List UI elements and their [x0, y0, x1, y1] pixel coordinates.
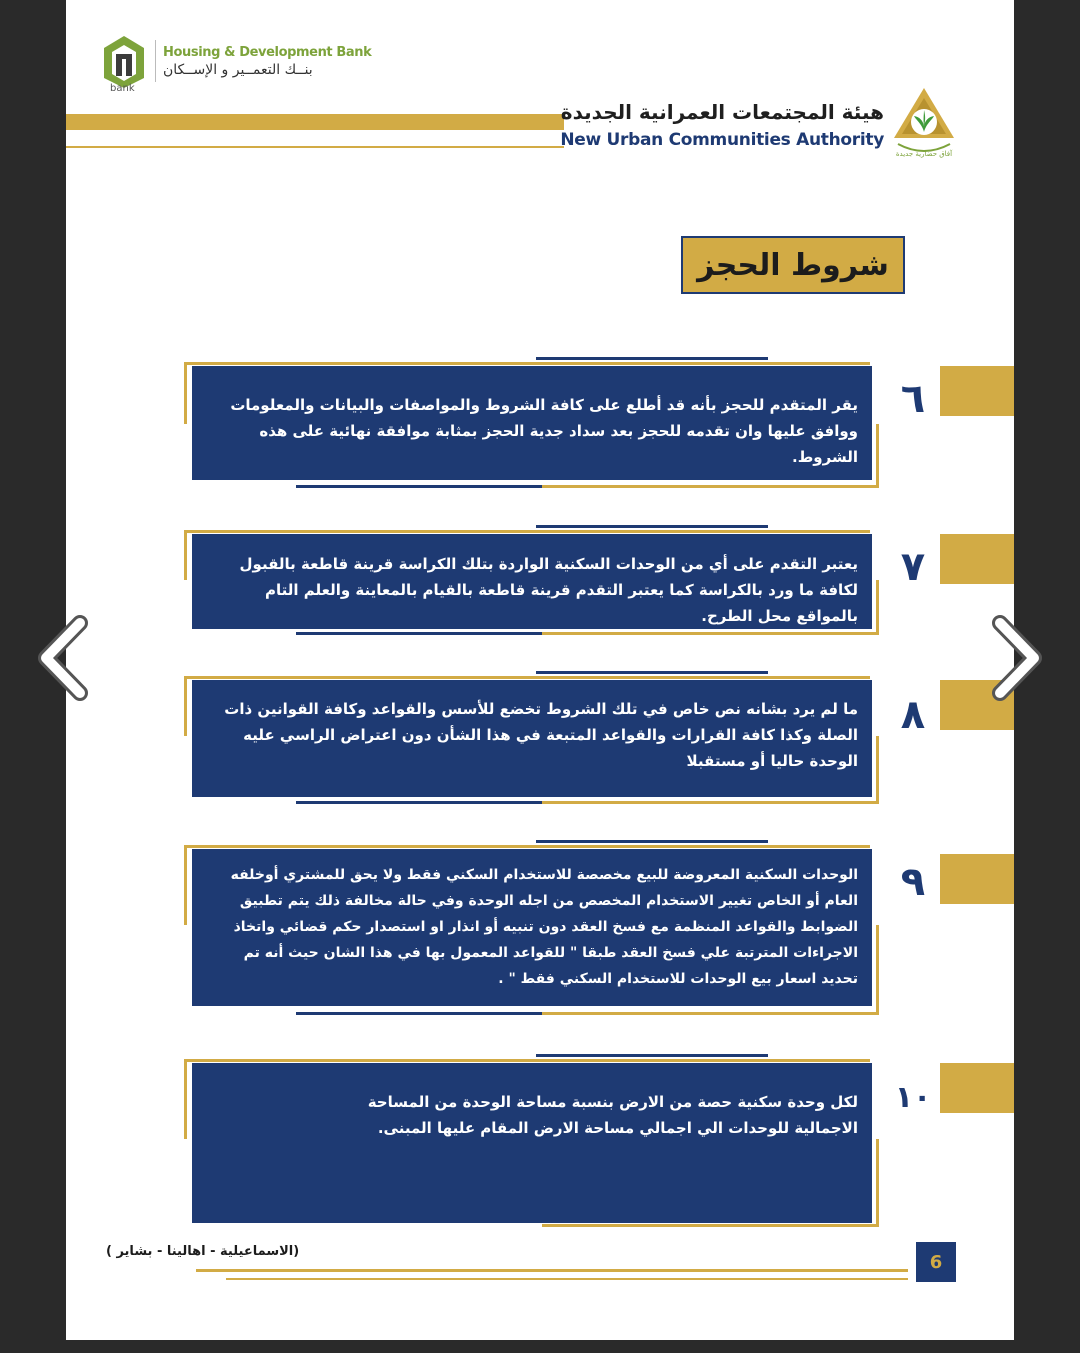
clause-box [192, 680, 872, 797]
clause-tab [940, 1063, 1014, 1113]
authority-logo-caption: آفاق حضارية جديدة [895, 150, 953, 158]
clause-text: يقر المتقدم للحجز بأنه قد أطلع على كافة الشروط والمواصفات والبيانات والمعلومات ووافق عليها وان تقدمه للحجز بعد سداد جدية الحجز بمثابة موافقة نهائية على هذه الشروط. [230, 396, 858, 466]
clause-number: ٦ [900, 376, 926, 422]
chevron-left-icon[interactable] [34, 615, 90, 701]
footer-text: (الاسماعيلية - اهالينا - بشاير ) [106, 1244, 300, 1259]
clause-tab [940, 534, 1014, 584]
footer-gold-line [196, 1269, 908, 1272]
authority-name-en: New Urban Communities Authority [560, 130, 884, 150]
page-title: شروط الحجز [681, 236, 905, 294]
clause-number: ٧ [900, 544, 926, 590]
clause-box [192, 1063, 872, 1223]
clause-box [192, 849, 872, 1006]
clause-tab [940, 366, 1014, 416]
bank-logo-text: bank [110, 83, 135, 94]
page-number: 6 [916, 1242, 956, 1282]
bank-name-en: Housing & Development Bank [163, 45, 372, 60]
chevron-right-icon[interactable] [990, 615, 1046, 701]
clause-text: الوحدات السكنية المعروضة للبيع مخصصة للاستخدام السكني فقط ولا يحق للمشتري أوخلفه العام أو الخاص تغيير الاستخدام المخصص من اجله الوحدة وفي حالة مخالفة ذلك يتم تطبيق الضوابط والقواعد المنظمة مع فسخ العقد دون تنبيه أو انذار او استصدار حكم قضائي واتخاذ الاجراءات المترتبة علي فسخ العقد طبقا " للقواعد المعمول بها في هذا الشان حيث أنه تم تحديد اسعار بيع الوحدات للاستخدام السكني فقط " . [230, 867, 858, 987]
hdb-logo-icon [102, 34, 152, 88]
clause-tab [940, 854, 1014, 904]
clause-box [192, 366, 872, 480]
clause-text: ما لم يرد بشانه نص خاص في تلك الشروط تخضع للأسس والقواعد وكافة القوانين ذات الصلة وكذا كافة القرارات والقواعد المتبعة في هذا الشأن دون اعتراض الراسي عليه الوحدة حاليا أو مستقبلا [224, 700, 858, 770]
nuca-logo-icon [892, 86, 956, 162]
clause-box [192, 534, 872, 629]
clause-text: لكل وحدة سكنية حصة من الارض بنسبة مساحة الوحدة من المساحة الاجمالية للوحدات الي اجمالي مساحة الارض المقام عليها المبنى. [367, 1093, 858, 1137]
logo-divider [155, 40, 156, 82]
clause-number: ٨ [900, 692, 926, 738]
clause-number: ٩ [900, 859, 926, 905]
bank-name-ar: بنــك التعمــير و الإســكان [163, 62, 313, 78]
header-gold-band [66, 114, 564, 130]
header-gold-line [66, 146, 564, 148]
clause-text: يعتبر التقدم على أي من الوحدات السكنية الواردة بتلك الكراسة قرينة قاطعة بالقبول لكافة ما ورد بالكراسة كما يعتبر التقدم قرينة قاطعة بالقيام بالمعاينة والعلم التام بالمواقع محل الطرح. [239, 555, 858, 625]
clause-number: ١٠ [894, 1080, 932, 1115]
authority-name-ar: هيئة المجتمعات العمرانية الجديدة [560, 100, 884, 124]
document-page [66, 0, 1014, 1340]
footer-gold-line-thin [226, 1278, 908, 1280]
